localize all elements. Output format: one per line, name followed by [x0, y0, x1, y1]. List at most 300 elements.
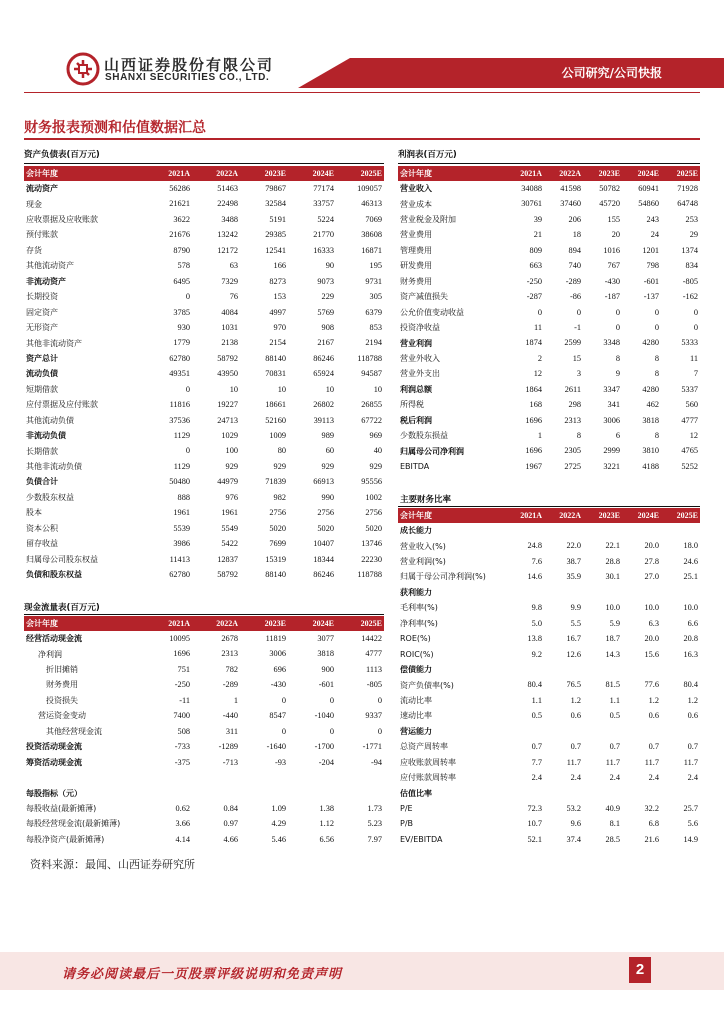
row-value: 12172: [217, 245, 238, 255]
row-value: 71839: [265, 477, 286, 487]
row-value: -287: [526, 292, 542, 302]
column-header-year: 2021A: [505, 166, 544, 181]
table-row: [398, 647, 700, 662]
row-value: 10: [277, 384, 286, 394]
row-value: 2305: [564, 446, 581, 456]
row-label: 归属于母公司净利润(%): [400, 572, 486, 582]
row-label: 负债合计: [26, 477, 58, 487]
row-label: 现金: [26, 199, 42, 209]
row-value: [240, 770, 288, 785]
row-label: 投资损失: [46, 695, 78, 705]
row-value: 1: [537, 431, 542, 440]
row-value: 0: [537, 307, 542, 317]
row-value: -440: [222, 711, 238, 721]
table-row: [398, 786, 700, 801]
row-value: 11: [534, 322, 542, 332]
table-row: [398, 755, 700, 770]
row-value: 15319: [265, 554, 286, 564]
row-value: -93: [274, 757, 286, 767]
cash-flow-title: 现金流量表(百万元): [24, 603, 100, 613]
disclaimer-notice: 请务必阅读最后一页股票评级说明和免责声明: [62, 967, 343, 982]
row-value: 908: [321, 322, 334, 332]
row-value: 3488: [221, 214, 238, 224]
row-value: 58792: [217, 569, 238, 579]
row-value: 3785: [173, 307, 190, 317]
table-row: [24, 724, 384, 739]
row-value: 7.7: [531, 757, 542, 767]
row-label: 每股指标（元）: [26, 788, 82, 798]
row-value: 64748: [677, 199, 698, 209]
row-value: 27.8: [644, 556, 659, 566]
page-header: [0, 0, 724, 100]
row-value: 8: [576, 431, 581, 440]
table-row: [398, 305, 700, 320]
row-label: 税后利润: [400, 415, 432, 425]
row-value: 20: [611, 230, 620, 240]
row-value: 2725: [564, 461, 581, 471]
row-value: [661, 786, 700, 801]
row-label: 营运能力: [400, 726, 432, 736]
row-value: 4777: [365, 649, 382, 659]
row-label: 应付账款周转率: [400, 773, 456, 783]
row-label: 净利润: [38, 649, 62, 659]
table-row: [24, 351, 384, 366]
row-value: 39: [533, 214, 542, 224]
row-value: 1.1: [531, 695, 542, 705]
table-row: [398, 632, 700, 647]
row-value: 35.9: [566, 572, 581, 582]
row-value: 81.5: [605, 680, 620, 690]
row-label: 估值比率: [400, 788, 432, 798]
row-value: 49351: [169, 369, 190, 379]
row-value: 13.8: [527, 634, 542, 644]
row-value: 2154: [269, 338, 286, 348]
row-label: 长期借款: [26, 446, 58, 456]
row-value: 6379: [365, 307, 382, 317]
row-value: 243: [646, 214, 659, 224]
row-value: 37536: [169, 415, 190, 425]
row-value: 0: [281, 695, 286, 705]
row-value: 809: [529, 245, 542, 255]
row-value: 1967: [525, 461, 542, 471]
row-value: 1961: [221, 508, 238, 518]
row-value: 0: [615, 307, 620, 317]
row-value: 33757: [313, 199, 334, 209]
row-value: 1129: [173, 461, 190, 471]
row-label: 少数股东权益: [26, 492, 74, 502]
row-value: 10.0: [683, 603, 698, 613]
row-value: 8: [654, 369, 659, 379]
row-value: 21676: [169, 230, 190, 240]
row-value: [288, 786, 336, 801]
company-name-en: SHANXI SECURITIES CO., LTD.: [105, 72, 270, 83]
row-value: 970: [273, 322, 286, 332]
row-value: 6.3: [648, 618, 659, 628]
row-value: -137: [643, 292, 659, 302]
column-header-label: 会计年度: [398, 166, 505, 181]
row-value: -187: [604, 292, 620, 302]
row-label: 其他流动负债: [26, 415, 74, 425]
row-value: -162: [682, 292, 698, 302]
income-statement-title: 利润表(百万元): [398, 150, 457, 160]
row-value: 10: [229, 384, 238, 394]
row-label: 资产总计: [26, 353, 58, 363]
table-row: [24, 709, 384, 724]
row-value: 9.2: [531, 649, 542, 659]
row-value: -601: [643, 276, 659, 286]
row-label: 负债和股东权益: [26, 570, 82, 580]
row-value: 2.4: [531, 773, 542, 782]
column-header-year: 2021A: [505, 508, 544, 523]
row-value: 0: [185, 446, 190, 456]
row-value: 2599: [564, 338, 581, 348]
row-value: 5.6: [687, 819, 698, 829]
row-value: 2.4: [648, 773, 659, 782]
row-value: 11.7: [644, 757, 659, 767]
row-value: 24.6: [683, 556, 698, 566]
table-row: [24, 786, 384, 801]
row-value: 8273: [269, 276, 286, 286]
row-value: 8: [615, 353, 620, 363]
table-row: [398, 709, 700, 724]
row-value: 18344: [313, 554, 334, 564]
row-label: 资本公积: [26, 523, 58, 533]
row-value: 88140: [265, 353, 286, 363]
table-row: [398, 678, 700, 693]
row-value: 20.0: [644, 634, 659, 644]
row-value: 166: [273, 261, 286, 271]
row-value: 1.2: [648, 695, 659, 705]
row-value: 32.2: [644, 803, 659, 813]
row-value: 7.6: [531, 556, 542, 566]
balance-sheet-table: [24, 166, 384, 583]
row-value: 0: [281, 726, 286, 736]
table-row: [24, 305, 384, 320]
row-value: 1129: [173, 431, 190, 440]
row-value: 0.84: [223, 803, 238, 813]
table-row: [398, 801, 700, 816]
row-label: 预付账款: [26, 230, 58, 240]
table-row: [24, 521, 384, 536]
row-value: -250: [174, 680, 190, 690]
row-value: 50480: [169, 477, 190, 487]
row-value: 100: [225, 446, 238, 456]
row-value: 62780: [169, 353, 190, 363]
row-value: 8547: [269, 711, 286, 721]
column-header-year: 2025E: [336, 166, 384, 181]
table-row: [398, 770, 700, 785]
row-value: 311: [225, 726, 238, 736]
row-value: 14.3: [605, 649, 620, 659]
row-value: 16.7: [566, 634, 581, 644]
row-value: 0.7: [648, 742, 659, 752]
row-value: 0.7: [531, 742, 542, 752]
row-value: 0.5: [609, 711, 620, 721]
table-row: [398, 616, 700, 631]
row-value: 80: [277, 446, 286, 456]
table-row: [24, 693, 384, 708]
table-row: [398, 259, 700, 274]
row-label: 折旧摊销: [46, 665, 78, 675]
row-value: [622, 724, 661, 739]
row-value: 989: [321, 431, 334, 440]
row-value: 1696: [525, 446, 542, 456]
column-header-year: 2024E: [288, 616, 336, 631]
row-value: 63: [229, 261, 238, 271]
row-label: 总资产周转率: [400, 742, 448, 752]
row-value: 253: [685, 214, 698, 224]
row-value: 7699: [269, 539, 286, 549]
row-value: 1: [233, 695, 238, 705]
row-value: 5333: [681, 338, 698, 348]
row-value: 76: [229, 292, 238, 302]
table-row: [398, 601, 700, 616]
row-value: 1.1: [609, 695, 620, 705]
row-value: 508: [177, 726, 190, 736]
row-value: 0: [576, 307, 581, 317]
row-value: 6.56: [319, 834, 334, 844]
row-value: 37460: [560, 199, 581, 209]
row-label: 每股经营现金流(最新摊薄): [26, 819, 121, 829]
table-row: [24, 552, 384, 567]
table-row: [398, 428, 700, 443]
row-value: 4280: [642, 384, 659, 394]
ratios-title: 主要财务比率: [400, 495, 452, 505]
row-value: 663: [529, 261, 542, 271]
row-value: 9.6: [570, 819, 581, 829]
row-value: 798: [646, 261, 659, 271]
row-value: 4.14: [175, 834, 190, 844]
row-value: 28.8: [605, 556, 620, 566]
row-value: 7069: [365, 214, 382, 224]
row-value: 11.7: [605, 757, 620, 767]
row-value: 29385: [265, 230, 286, 240]
row-value: 3.66: [175, 819, 190, 829]
row-value: 30761: [521, 199, 542, 209]
row-label: 速动比率: [400, 711, 432, 721]
table-row: [398, 228, 700, 243]
row-value: 305: [369, 292, 382, 302]
row-value: 21: [533, 230, 542, 240]
row-value: 229: [321, 292, 334, 302]
table-row: [24, 398, 384, 413]
table-row: [24, 755, 384, 770]
row-value: 4765: [681, 446, 698, 456]
table-row: [24, 259, 384, 274]
row-value: [583, 724, 622, 739]
row-value: 0: [693, 322, 698, 332]
row-value: -1: [574, 322, 581, 332]
table-row: [398, 740, 700, 755]
row-label: 公允价值变动收益: [400, 307, 464, 317]
row-label: 毛利率(%): [400, 603, 438, 613]
row-value: 118788: [357, 353, 382, 363]
row-value: [144, 786, 192, 801]
column-header-year: 2023E: [583, 508, 622, 523]
row-value: 52.1: [527, 834, 542, 844]
row-value: [544, 724, 583, 739]
row-value: 25.7: [683, 803, 698, 813]
table-row: [398, 274, 700, 289]
row-value: 88140: [265, 569, 286, 579]
row-value: 0.6: [687, 711, 698, 721]
row-value: 39113: [313, 415, 334, 425]
row-value: 5422: [221, 539, 238, 549]
row-label: 留存收益: [26, 539, 58, 549]
row-value: 1696: [525, 415, 542, 425]
row-value: 4997: [269, 307, 286, 317]
row-label: 营业成本: [400, 199, 432, 209]
row-value: 2678: [221, 634, 238, 643]
row-label: 净利率(%): [400, 618, 438, 628]
cash-flow-rule: [24, 614, 384, 615]
row-value: -86: [569, 292, 581, 302]
row-label: ROE(%): [400, 634, 431, 644]
row-value: 16333: [313, 245, 334, 255]
row-value: 0: [185, 384, 190, 394]
row-value: 7329: [221, 276, 238, 286]
row-value: [505, 523, 544, 538]
column-header-year: 2025E: [661, 508, 700, 523]
row-value: 767: [607, 261, 620, 271]
row-value: 7400: [173, 711, 190, 721]
row-value: 0: [185, 292, 190, 302]
row-value: 53.2: [566, 803, 581, 813]
table-row: [24, 537, 384, 552]
row-label: 营业外支出: [400, 369, 440, 379]
row-value: 0: [654, 307, 659, 317]
row-label: 其他非流动负债: [26, 462, 82, 472]
row-value: [622, 662, 661, 677]
row-label: 研发费用: [400, 261, 432, 271]
row-value: [288, 770, 336, 785]
row-value: 14.9: [683, 834, 698, 844]
row-value: 54860: [638, 199, 659, 209]
row-value: 0: [615, 322, 620, 332]
row-value: 929: [273, 461, 286, 471]
row-value: 1696: [173, 649, 190, 659]
row-value: 853: [369, 322, 382, 332]
row-value: 77.6: [644, 680, 659, 690]
table-row: [398, 320, 700, 335]
row-value: 22498: [217, 199, 238, 209]
row-label: 管理费用: [400, 245, 432, 255]
company-logo-icon: [66, 52, 100, 86]
table-row: [398, 197, 700, 212]
column-header-year: 2024E: [288, 166, 336, 181]
table-header-row: [398, 508, 700, 523]
table-row: [24, 197, 384, 212]
row-value: 21.6: [644, 834, 659, 844]
row-label: 营业外收入: [400, 353, 440, 363]
row-value: 20.8: [683, 634, 698, 644]
row-label: 获利能力: [400, 587, 432, 597]
row-value: 3818: [317, 649, 334, 659]
row-value: [583, 523, 622, 538]
row-label: 营业收入(%): [400, 541, 446, 551]
row-label: 营业税金及附加: [400, 215, 456, 225]
row-value: 0: [377, 726, 382, 736]
row-value: 462: [646, 400, 659, 410]
table-row: [24, 567, 384, 582]
row-value: 18.7: [605, 634, 620, 644]
column-header-year: 2022A: [192, 166, 240, 181]
row-value: 298: [568, 400, 581, 410]
row-label: EV/EBITDA: [400, 834, 443, 844]
table-row: [24, 770, 384, 785]
row-value: [336, 786, 384, 801]
table-row: [24, 475, 384, 490]
row-value: 37.4: [566, 834, 581, 844]
income-statement-table: [398, 166, 700, 475]
row-value: 9: [615, 369, 620, 379]
column-header-year: 2022A: [192, 616, 240, 631]
row-label: 每股净资产(最新摊薄): [26, 834, 105, 844]
row-value: 3810: [642, 446, 659, 456]
table-row: [24, 413, 384, 428]
row-value: 1864: [525, 384, 542, 394]
row-value: 7.97: [367, 834, 382, 844]
row-value: -805: [366, 680, 382, 690]
row-value: 782: [225, 664, 238, 674]
row-value: 0.5: [531, 711, 542, 721]
row-value: 5020: [269, 523, 286, 533]
row-value: 894: [568, 245, 581, 255]
row-value: 56286: [169, 184, 190, 193]
row-value: 26855: [361, 400, 382, 410]
row-value: 80.4: [527, 680, 542, 690]
row-label: 营业收入: [400, 184, 432, 194]
row-value: 21770: [313, 230, 334, 240]
row-value: 5769: [317, 307, 334, 317]
row-label: 短期借款: [26, 384, 58, 394]
row-value: 60941: [638, 184, 659, 193]
row-value: 5.9: [609, 618, 620, 628]
row-value: 0.62: [175, 803, 190, 813]
row-value: 1374: [681, 245, 698, 255]
row-value: 2999: [603, 446, 620, 456]
row-value: 5224: [317, 214, 334, 224]
row-label: ROIC(%): [400, 649, 434, 659]
row-label: 归属母公司股东权益: [26, 554, 98, 564]
row-label: 流动比率: [400, 695, 432, 705]
row-value: [544, 662, 583, 677]
row-value: 969: [369, 431, 382, 440]
row-value: 3622: [173, 214, 190, 224]
row-value: 5020: [317, 523, 334, 533]
row-value: 46313: [361, 199, 382, 209]
row-value: -601: [318, 680, 334, 690]
row-value: 51463: [217, 184, 238, 193]
row-value: 1002: [365, 492, 382, 502]
row-value: 65924: [313, 369, 334, 379]
table-row: [398, 693, 700, 708]
row-value: 20.0: [644, 541, 659, 551]
row-value: 2756: [365, 508, 382, 518]
row-value: -1640: [266, 742, 286, 752]
row-value: 16871: [361, 245, 382, 255]
row-label: 流动资产: [26, 184, 58, 194]
row-label: 其他经营现金流: [46, 726, 102, 736]
row-value: 5.23: [367, 819, 382, 829]
column-header-year: 2022A: [544, 166, 583, 181]
row-value: 2.4: [570, 773, 581, 782]
row-value: 4188: [642, 461, 659, 471]
row-label: [24, 770, 144, 785]
row-label: 存货: [26, 245, 42, 255]
row-value: [505, 585, 544, 600]
row-label: 长期投资: [26, 292, 58, 302]
